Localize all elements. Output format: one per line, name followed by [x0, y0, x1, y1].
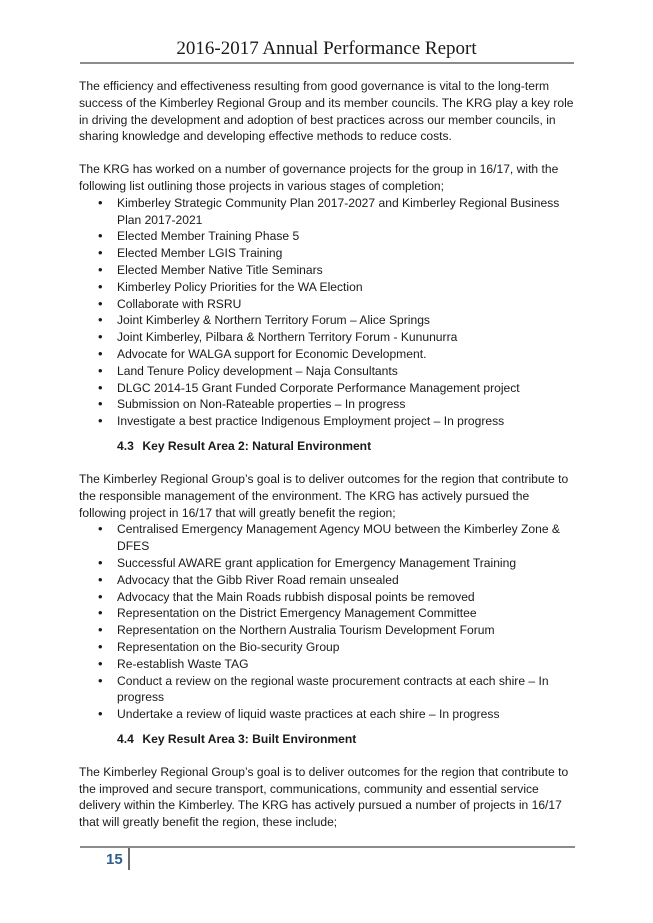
section-number: 4.4: [117, 731, 134, 746]
page-number: 15: [106, 851, 123, 868]
header-divider: [80, 62, 574, 64]
list-item: • Elected Member Native Title Seminars: [117, 262, 574, 279]
list-item: • Undertake a review of liquid waste practices at each shire – In progress: [117, 706, 574, 723]
list-item: • Investigate a best practice Indigenous Employment project – In progress: [117, 413, 574, 430]
list-item: • Joint Kimberley, Pilbara & Northern Territory Forum - Kununurra: [117, 329, 574, 346]
list-item: • Kimberley Strategic Community Plan 2017-2027 and Kimberley Regional Business Plan 2017-2021: [117, 195, 574, 229]
list-item: • Land Tenure Policy development – Naja Consultants: [117, 363, 574, 380]
page-number-bar: [128, 848, 130, 870]
list-item: • Kimberley Policy Priorities for the WA Election: [117, 279, 574, 296]
list-item: • Advocate for WALGA support for Economic Development.: [117, 346, 574, 363]
intro-paragraph-1: The efficiency and effectiveness resulting from good governance is vital to the long-term success of the Kimberley Regional Group and its member councils. The KRG play a key role in driving the development and adoption of best practices across our member councils, in sharing knowledge and developing effective methods to reduce costs.: [79, 79, 574, 144]
section-title: Key Result Area 2: Natural Environment: [142, 438, 372, 453]
list-item: • Joint Kimberley & Northern Territory Forum – Alice Springs: [117, 312, 574, 329]
section-heading-4-4: [117, 731, 574, 748]
list-item: • Advocacy that the Gibb River Road remain unsealed: [117, 572, 574, 589]
section-number: 4.3: [117, 438, 134, 453]
footer-divider: [80, 846, 575, 848]
list-item: • Centralised Emergency Management Agency MOU between the Kimberley Zone & DFES: [117, 521, 574, 555]
list-item: • Representation on the Northern Australia Tourism Development Forum: [117, 622, 574, 639]
list-item: • Representation on the District Emergency Management Committee: [117, 605, 574, 622]
list-item: • DLGC 2014-15 Grant Funded Corporate Performance Management project: [117, 380, 574, 397]
built-environment-paragraph: The Kimberley Regional Group’s goal is to deliver outcomes for the region that contribute to the improved and secure transport, communications, community and essential service delivery within the Kimberley. The KRG has actively pursued a number of projects in 16/17 that will greatly benefit the region, these include;: [79, 764, 569, 830]
list-item: • Conduct a review on the regional waste procurement contracts at each shire – In progress: [117, 673, 574, 707]
page-body: [79, 78, 574, 831]
natural-environment-paragraph: The Kimberley Regional Group’s goal is to deliver outcomes for the region that contribute to the responsible management of the environment. The KRG has actively pursued the following project in 16/17 that will greatly benefit the region;: [79, 471, 569, 520]
list-item: • Successful AWARE grant application for Emergency Management Training: [117, 555, 574, 572]
governance-projects-list: [79, 195, 574, 430]
list-item: • Re-establish Waste TAG: [117, 656, 574, 673]
list-item: • Advocacy that the Main Roads rubbish disposal points be removed: [117, 589, 574, 606]
page-header-title: 2016-2017 Annual Performance Report: [176, 38, 477, 59]
intro-paragraph-2: The KRG has worked on a number of governance projects for the group in 16/17, with the following list outlining those projects in various stages of completion;: [79, 162, 559, 193]
list-item: • Elected Member LGIS Training: [117, 245, 574, 262]
list-item: • Submission on Non-Rateable properties – In progress: [117, 396, 574, 413]
section-heading-4-3: [117, 438, 574, 455]
list-item: • Collaborate with RSRU: [117, 296, 574, 313]
section-title: Key Result Area 3: Built Environment: [142, 731, 357, 746]
natural-environment-list: [79, 521, 574, 723]
list-item: • Representation on the Bio-security Group: [117, 639, 574, 656]
list-item: • Elected Member Training Phase 5: [117, 228, 574, 245]
